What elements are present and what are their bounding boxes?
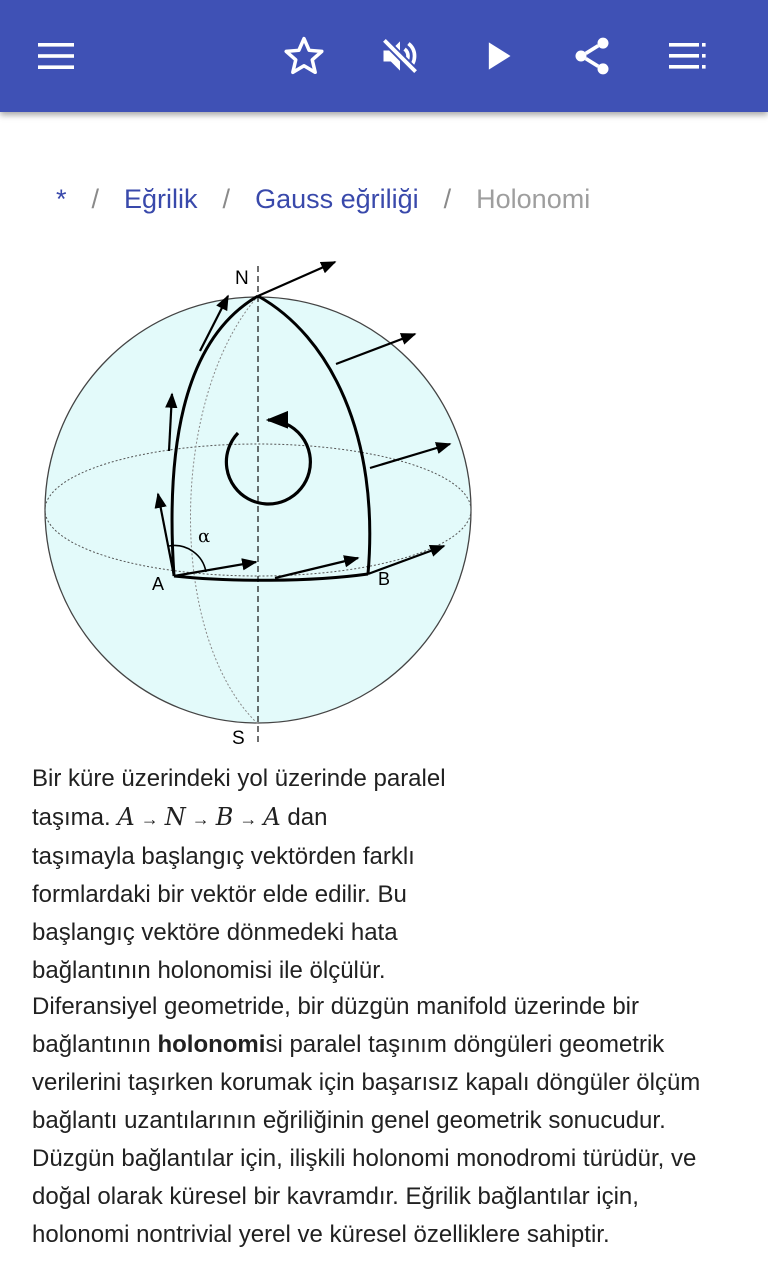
article-term: holonomi [157, 1031, 266, 1058]
label-south: S [232, 728, 245, 749]
article-body [32, 988, 732, 1254]
menu-icon [36, 36, 76, 76]
caption-arrow: → [239, 809, 258, 829]
star-icon [282, 34, 326, 78]
caption-math: A [117, 803, 135, 831]
figure-caption [32, 760, 492, 990]
caption-math: B [215, 803, 234, 831]
breadcrumb-item-egrilik[interactable]: Eğrilik [124, 184, 198, 214]
breadcrumb-separator: / [443, 184, 452, 214]
caption-suffix: dan [287, 804, 328, 831]
caption-rest: taşımayla başlangıç vektörden farklı formlardaki bir vektör elde edilir. Bu başlangıç vektöre dönmedeki hata bağlantının holonomisi ile ölçülür. [32, 843, 415, 984]
caption-math: N [164, 803, 186, 831]
breadcrumb-separator: / [91, 184, 100, 214]
contents-button[interactable] [660, 28, 716, 84]
sphere-diagram [30, 256, 474, 752]
play-button[interactable] [470, 28, 526, 84]
label-point-b: B [378, 569, 391, 589]
breadcrumb-current: Holonomi [476, 184, 591, 214]
menu-button[interactable] [28, 28, 84, 84]
label-north: N [235, 268, 249, 289]
caption-arrow: → [191, 809, 210, 829]
caption-arrow: → [140, 809, 159, 829]
favorite-button[interactable] [276, 28, 332, 84]
article-text: si paralel taşınım döngüleri geometrik verilerini taşırken korumak için başarısız kapalı döngüler ölçüm bağlantı uzantılarının eğriliğinin genel geometrik sonucudur. Düzgün bağlantılar için, ilişkili holonomi monodromi türüdür, ve doğal olarak küresel bir kavramdır. Eğrilik bağlantılar için, holonomi nontrivial yerel ve küresel özelliklere sahiptir. [32, 1031, 701, 1248]
share-icon [570, 34, 614, 78]
share-button[interactable] [564, 28, 620, 84]
play-icon [478, 36, 518, 76]
article-lead: Diferansiyel geometride, bir düzgün manifold üzerinde bir bağlantının [32, 993, 639, 1058]
breadcrumb [56, 180, 590, 220]
caption-prefix: taşıma. [32, 804, 111, 831]
label-alpha: α [198, 526, 211, 547]
caption-math: A [263, 803, 281, 831]
breadcrumb-item-gauss[interactable]: Gauss eğriliği [255, 184, 419, 214]
caption-line1: Bir küre üzerindeki yol üzerinde paralel [32, 765, 446, 792]
app-bar [0, 0, 768, 112]
label-point-a: A [152, 574, 165, 594]
breadcrumb-home[interactable]: * [56, 184, 67, 214]
volume-off-icon [378, 34, 422, 78]
mute-button[interactable] [372, 28, 428, 84]
breadcrumb-separator: / [222, 184, 231, 214]
list-icon [667, 35, 709, 77]
